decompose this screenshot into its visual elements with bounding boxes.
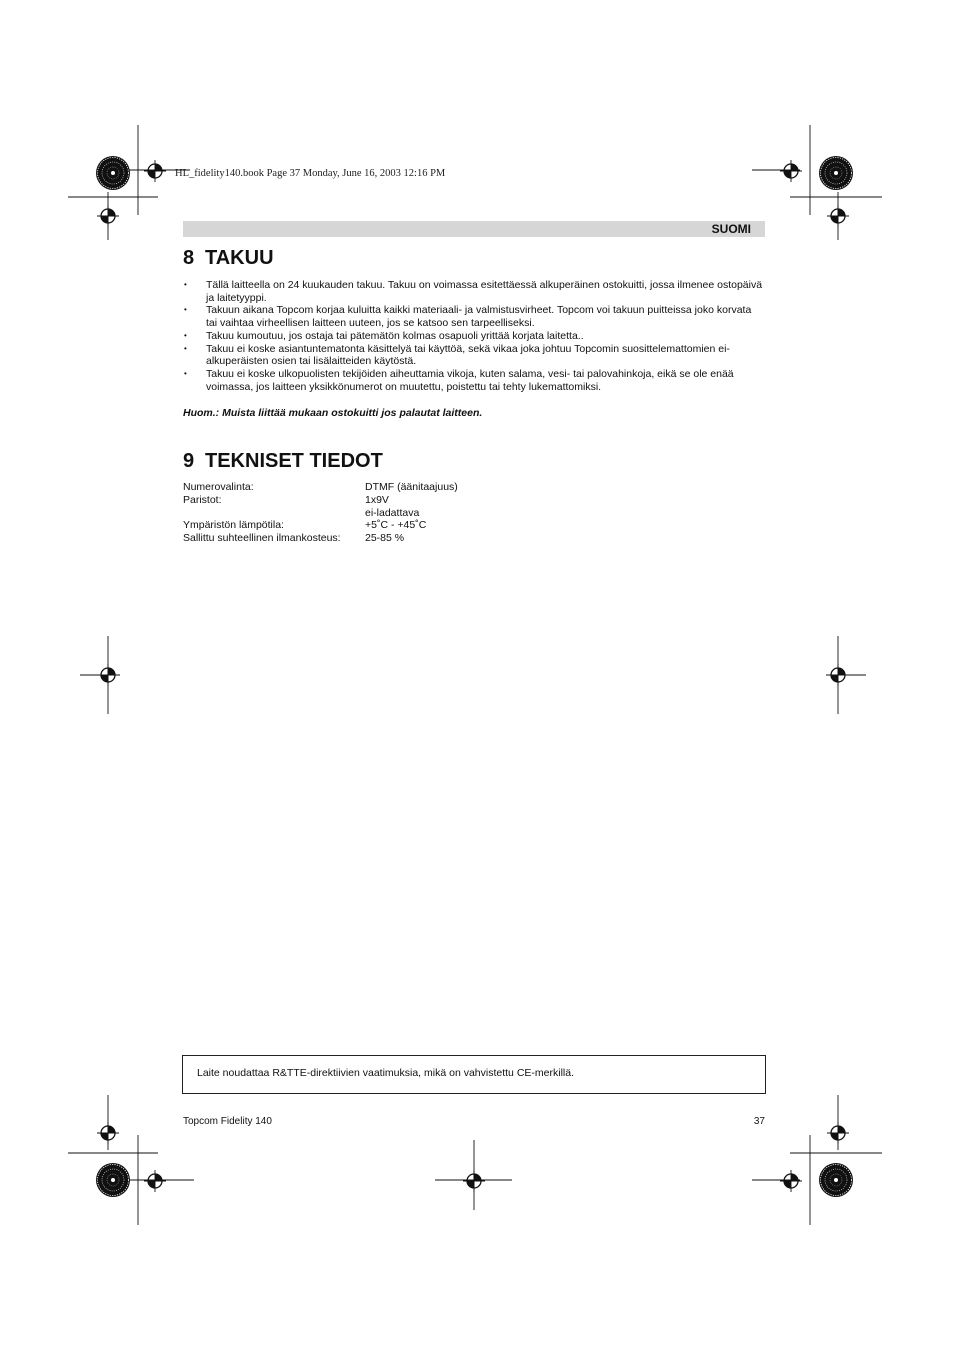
spec-value: ei-ladattava [365,506,420,519]
spec-row [183,532,458,545]
list-item: • Takuu ei koske ulkopuolisten tekijöiden aiheuttamia vikoja, kuten salama, vesi- tai palovahinkoja, eikä se ole enää voimassa, jos laitteen yksikkönumerot on muutettu, poistettu tai tehty lukemattomiksi. [183,368,765,393]
section-number: 9 [183,450,195,472]
spec-table [183,481,458,545]
language-label: SUOMI [711,222,751,236]
footer-page-number: 37 [753,1116,765,1127]
section-9-heading [183,450,383,473]
section-number: 8 [183,247,195,269]
spec-label: Paristot: [183,493,222,506]
spec-value: DTMF (äänitaajuus) [365,481,458,493]
warranty-note: Huom.: Muista liittää mukaan ostokuitti jos palautat laitteen. [183,407,483,419]
spec-value: 1x9V [365,493,389,506]
spec-row [183,519,458,532]
spec-value: 25-85 % [365,532,405,545]
section-8-heading [183,247,274,270]
section-title: TAKUU [205,247,274,269]
ce-notice-box [182,1055,766,1094]
section-title: TEKNISET TIEDOT [205,450,383,472]
list-item: • Takuun aikana Topcom korjaa kuluitta kaikki materiaali- ja valmistusvirheet. Topcom voi takuun puitteissa joko korvata tai vaihtaa virheellisen laitteen uuteen, jos se katsoo sen tarpeelliseksi. [183,304,765,329]
spec-label: Numerovalinta: [183,481,254,493]
spec-label: Sallittu suhteellinen ilmankosteus: [183,532,341,545]
list-item: • Tällä laitteella on 24 kuukauden takuu. Takuu on voimassa esitettäessä alkuperäinen ostokuitti, jossa ilmenee ostopäivä ja laitetyyppi. [183,279,765,304]
spec-value: +5˚C - +45˚C [365,519,427,532]
spec-label [183,507,365,520]
footer-product: Topcom Fidelity 140 [183,1116,272,1127]
list-item: • Takuu ei koske asiantuntematonta käsittelyä tai käyttöä, sekä vikaa joka johtuu Topcomin suosittelemattomien ei-alkuperäisten osien tai lisälaitteiden käytöstä. [183,343,765,368]
spec-row [183,507,458,520]
language-bar [183,221,765,237]
list-item: • Takuu kumoutuu, jos ostaja tai pätemätön kolmas osapuoli yrittää korjata laitetta.. [183,330,765,343]
spec-row [183,481,458,494]
print-header: HL_fidelity140.book Page 37 Monday, June 16, 2003 12:16 PM [175,168,446,179]
spec-label: Ympäristön lämpötila: [183,519,284,532]
warranty-list [183,279,765,393]
ce-notice-text: Laite noudattaa R&TTE-direktiivien vaatimuksia, mikä on vahvistettu CE-merkillä. [197,1067,574,1079]
spec-row [183,494,458,507]
